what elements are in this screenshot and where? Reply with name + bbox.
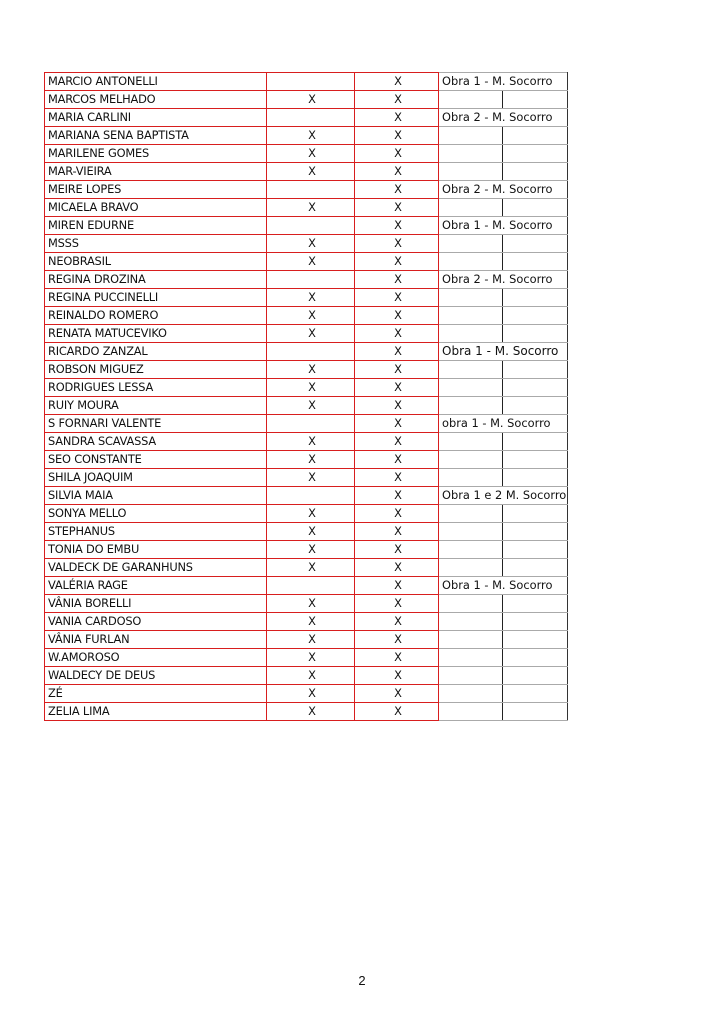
mark-cell-1 [267,487,355,505]
name-cell: ROBSON MIGUEZ [45,361,267,379]
empty-note-split [442,127,567,144]
empty-note-split [442,433,567,450]
mark-cell-2: X [355,199,439,217]
table-row [45,559,568,577]
name-cell: WALDECY DE DEUS [45,667,267,685]
empty-note-split [442,163,567,180]
name-cell: RUIY MOURA [45,397,267,415]
mark-cell-1: X [267,127,355,145]
table-row [45,145,568,163]
empty-note-split [442,325,567,342]
mark-cell-1: X [267,649,355,667]
note-cell: Obra 1 e 2 M. Socorro [439,487,568,505]
table-row [45,595,568,613]
empty-note-box [439,163,503,180]
note-cell [439,235,568,253]
table-row [45,361,568,379]
empty-note-split [442,235,567,252]
empty-note-box [439,685,503,702]
mark-cell-2: X [355,487,439,505]
empty-note-split [442,307,567,324]
mark-cell-2: X [355,163,439,181]
name-cell: REINALDO ROMERO [45,307,267,325]
table-row [45,127,568,145]
mark-cell-1 [267,217,355,235]
mark-cell-1: X [267,379,355,397]
note-cell [439,361,568,379]
mark-cell-2: X [355,289,439,307]
mark-cell-1: X [267,253,355,271]
mark-cell-1 [267,271,355,289]
mark-cell-1: X [267,523,355,541]
table-row [45,109,568,127]
name-cell: REGINA DROZINA [45,271,267,289]
mark-cell-1 [267,73,355,91]
table-row [45,415,568,433]
mark-cell-2: X [355,595,439,613]
empty-note-split [442,289,567,306]
table-row [45,289,568,307]
empty-note-box [439,613,503,630]
name-cell: MAR-VIEIRA [45,163,267,181]
names-table [44,72,568,721]
mark-cell-1 [267,577,355,595]
name-cell: SANDRA SCAVASSA [45,433,267,451]
name-cell: SHILA JOAQUIM [45,469,267,487]
mark-cell-2: X [355,217,439,235]
mark-cell-2: X [355,667,439,685]
table-row [45,253,568,271]
table-row [45,685,568,703]
note-cell [439,433,568,451]
mark-cell-1: X [267,631,355,649]
mark-cell-2: X [355,181,439,199]
empty-note-box [439,145,503,162]
mark-cell-1: X [267,289,355,307]
mark-cell-2: X [355,703,439,721]
mark-cell-1: X [267,145,355,163]
note-cell: Obra 1 - M. Socorro [439,343,568,361]
name-cell: MARIA CARLINI [45,109,267,127]
table-row [45,649,568,667]
note-cell [439,469,568,487]
note-cell [439,307,568,325]
note-cell [439,631,568,649]
name-cell: VÂNIA FURLAN [45,631,267,649]
table-row [45,487,568,505]
table-row [45,541,568,559]
name-cell: SEO CONSTANTE [45,451,267,469]
name-cell: MIREN EDURNE [45,217,267,235]
mark-cell-2: X [355,271,439,289]
name-cell: VALÉRIA RAGE [45,577,267,595]
note-cell: Obra 1 - M. Socorro [439,577,568,595]
table-row [45,91,568,109]
note-cell [439,253,568,271]
mark-cell-2: X [355,415,439,433]
note-cell [439,451,568,469]
empty-note-split [442,613,567,630]
table-row [45,325,568,343]
empty-note-split [442,541,567,558]
empty-note-split [442,649,567,666]
mark-cell-1: X [267,685,355,703]
empty-note-box [439,91,503,108]
name-cell: REGINA PUCCINELLI [45,289,267,307]
empty-note-box [439,595,503,612]
name-cell: S FORNARI VALENTE [45,415,267,433]
empty-note-split [442,631,567,648]
mark-cell-2: X [355,505,439,523]
name-cell: VANIA CARDOSO [45,613,267,631]
empty-note-box [439,505,503,522]
table-row [45,379,568,397]
empty-note-box [439,703,503,720]
table-row [45,667,568,685]
empty-note-split [442,91,567,108]
empty-note-split [442,667,567,684]
table-row [45,433,568,451]
note-cell: Obra 2 - M. Socorro [439,271,568,289]
mark-cell-2: X [355,253,439,271]
mark-cell-2: X [355,559,439,577]
mark-cell-2: X [355,649,439,667]
empty-note-split [442,361,567,378]
empty-note-box [439,541,503,558]
mark-cell-2: X [355,541,439,559]
mark-cell-1: X [267,703,355,721]
mark-cell-1: X [267,667,355,685]
table-row [45,613,568,631]
empty-note-box [439,253,503,270]
mark-cell-1: X [267,559,355,577]
empty-note-box [439,559,503,576]
note-cell [439,505,568,523]
name-cell: STEPHANUS [45,523,267,541]
name-cell: ZELIA LIMA [45,703,267,721]
mark-cell-2: X [355,379,439,397]
name-cell: NEOBRASIL [45,253,267,271]
mark-cell-1: X [267,433,355,451]
note-cell: Obra 2 - M. Socorro [439,181,568,199]
name-cell: MARCOS MELHADO [45,91,267,109]
empty-note-split [442,559,567,576]
note-cell [439,595,568,613]
name-cell: MSSS [45,235,267,253]
empty-note-split [442,253,567,270]
empty-note-split [442,505,567,522]
name-cell: TONIA DO EMBU [45,541,267,559]
name-cell: MEIRE LOPES [45,181,267,199]
empty-note-box [439,235,503,252]
mark-cell-1: X [267,91,355,109]
note-cell [439,379,568,397]
note-cell: Obra 1 - M. Socorro [439,217,568,235]
mark-cell-2: X [355,307,439,325]
note-cell [439,685,568,703]
note-cell [439,91,568,109]
empty-note-box [439,289,503,306]
empty-note-split [442,199,567,216]
note-cell [439,613,568,631]
table-row [45,703,568,721]
empty-note-box [439,199,503,216]
table-body [45,73,568,721]
mark-cell-2: X [355,451,439,469]
mark-cell-1: X [267,595,355,613]
empty-note-split [442,523,567,540]
name-cell: SILVIA MAIA [45,487,267,505]
table-row [45,631,568,649]
mark-cell-2: X [355,109,439,127]
empty-note-box [439,379,503,396]
mark-cell-1 [267,415,355,433]
empty-note-box [439,307,503,324]
empty-note-split [442,469,567,486]
note-cell [439,325,568,343]
note-cell [439,703,568,721]
mark-cell-2: X [355,577,439,595]
name-cell: SONYA MELLO [45,505,267,523]
note-cell [439,649,568,667]
mark-cell-1: X [267,469,355,487]
mark-cell-1 [267,109,355,127]
mark-cell-2: X [355,127,439,145]
table-row [45,163,568,181]
mark-cell-1: X [267,235,355,253]
table-row [45,451,568,469]
empty-note-box [439,397,503,414]
note-cell [439,541,568,559]
mark-cell-1: X [267,613,355,631]
mark-cell-1: X [267,505,355,523]
mark-cell-2: X [355,361,439,379]
table-row [45,469,568,487]
note-cell [439,163,568,181]
table-row [45,505,568,523]
table-row [45,235,568,253]
name-cell: RICARDO ZANZAL [45,343,267,361]
mark-cell-1: X [267,541,355,559]
table-row [45,271,568,289]
mark-cell-2: X [355,325,439,343]
empty-note-split [442,145,567,162]
table-row [45,577,568,595]
empty-note-box [439,451,503,468]
empty-note-split [442,451,567,468]
empty-note-box [439,667,503,684]
note-cell: Obra 1 - M. Socorro [439,73,568,91]
name-cell: RODRIGUES LESSA [45,379,267,397]
name-cell: MARCIO ANTONELLI [45,73,267,91]
empty-note-box [439,361,503,378]
note-cell [439,199,568,217]
empty-note-split [442,685,567,702]
note-cell [439,127,568,145]
mark-cell-2: X [355,631,439,649]
mark-cell-1: X [267,199,355,217]
mark-cell-2: X [355,685,439,703]
empty-note-box [439,433,503,450]
note-cell [439,559,568,577]
mark-cell-1: X [267,163,355,181]
table-row [45,73,568,91]
empty-note-box [439,469,503,486]
page-number: 2 [358,973,366,988]
note-cell: Obra 2 - M. Socorro [439,109,568,127]
name-cell: RENATA MATUCEVIKO [45,325,267,343]
name-cell: MARILENE GOMES [45,145,267,163]
mark-cell-1: X [267,307,355,325]
table-row [45,523,568,541]
name-cell: ZÉ [45,685,267,703]
name-cell: VALDECK DE GARANHUNS [45,559,267,577]
table-row [45,199,568,217]
mark-cell-2: X [355,145,439,163]
mark-cell-2: X [355,433,439,451]
mark-cell-1: X [267,361,355,379]
mark-cell-1 [267,343,355,361]
mark-cell-1 [267,181,355,199]
empty-note-box [439,523,503,540]
name-cell: MICAELA BRAVO [45,199,267,217]
empty-note-box [439,325,503,342]
empty-note-box [439,649,503,666]
table-row [45,397,568,415]
mark-cell-1: X [267,397,355,415]
mark-cell-2: X [355,73,439,91]
note-cell [439,145,568,163]
mark-cell-1: X [267,325,355,343]
mark-cell-2: X [355,91,439,109]
mark-cell-2: X [355,343,439,361]
mark-cell-2: X [355,523,439,541]
name-cell: W.AMOROSO [45,649,267,667]
mark-cell-2: X [355,469,439,487]
mark-cell-2: X [355,613,439,631]
note-cell: obra 1 - M. Socorro [439,415,568,433]
table-row [45,343,568,361]
empty-note-split [442,379,567,396]
table-row [45,217,568,235]
mark-cell-2: X [355,235,439,253]
mark-cell-2: X [355,397,439,415]
note-cell [439,397,568,415]
empty-note-box [439,631,503,648]
empty-note-split [442,703,567,720]
table-row [45,181,568,199]
empty-note-split [442,397,567,414]
name-cell: VÂNIA BORELLI [45,595,267,613]
name-cell: MARIANA SENA BAPTISTA [45,127,267,145]
empty-note-box [439,127,503,144]
note-cell [439,523,568,541]
mark-cell-1: X [267,451,355,469]
note-cell [439,289,568,307]
note-cell [439,667,568,685]
table-row [45,307,568,325]
empty-note-split [442,595,567,612]
